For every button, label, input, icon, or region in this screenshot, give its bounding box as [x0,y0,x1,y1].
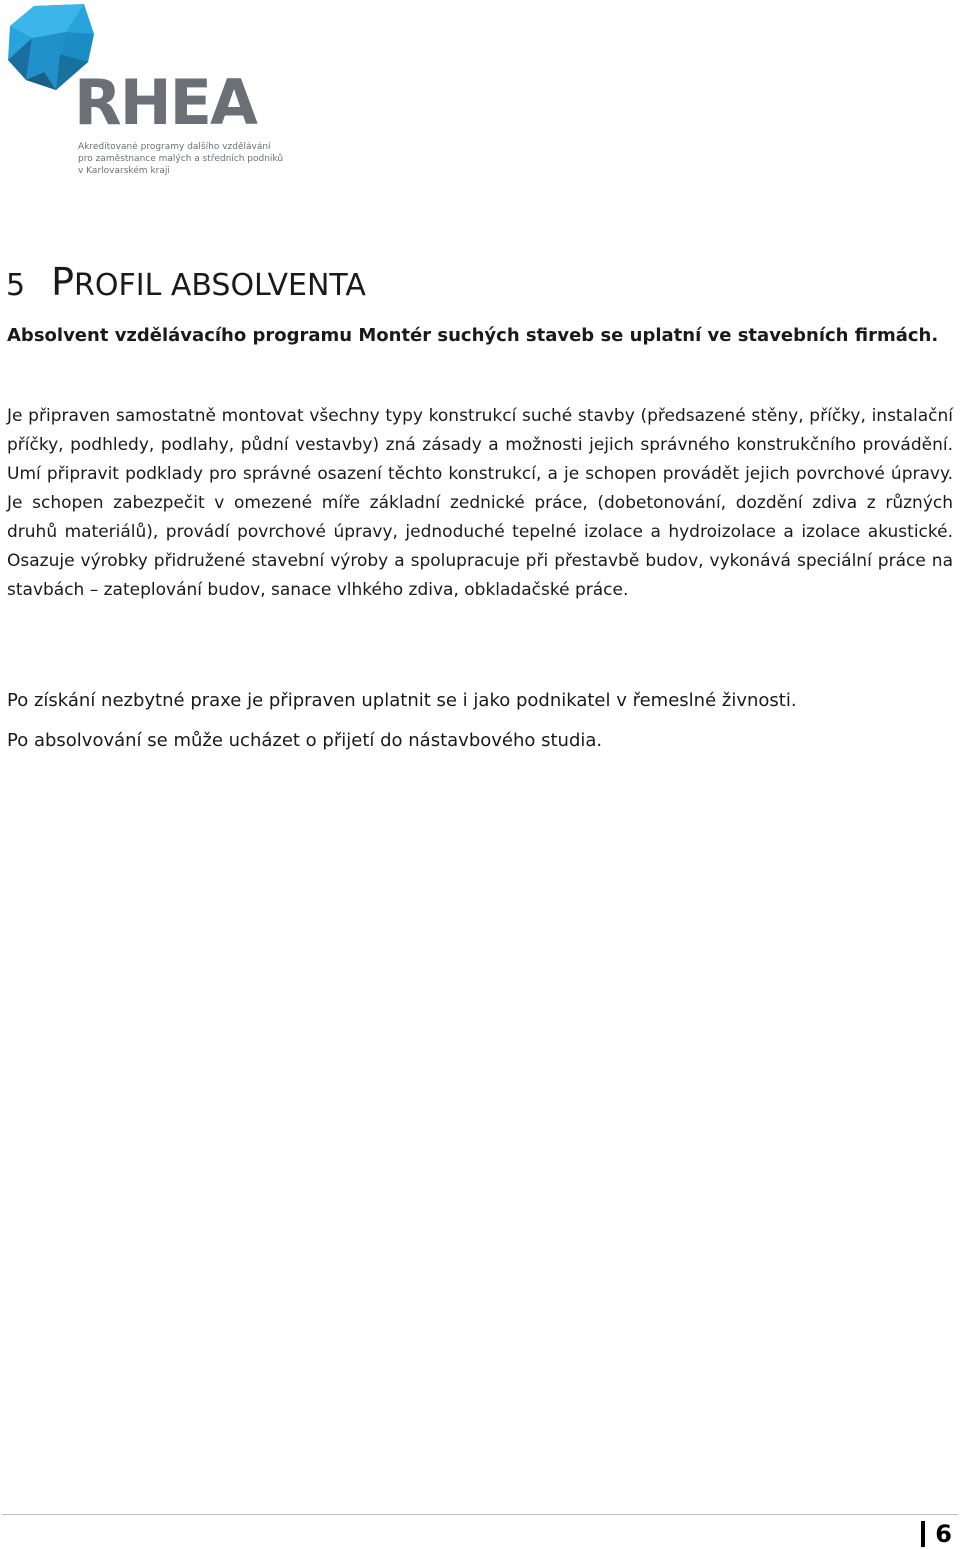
logo-tagline-line: pro zaměstnance malých a středních podniků [78,154,284,164]
closing-paragraph: Po absolvování se může ucházet o přijetí do nástavbového studia. [7,730,603,751]
page-number-bar [921,1521,925,1547]
body-paragraph: Je připraven samostatně montovat všechny typy konstrukcí suché stavby (předsazené stěny, příčky, instalační příčky, podhledy, podlahy, půdní vestavby) zná zásady a možnosti jejich správného konstrukčního provádění. Umí připravit podklady pro správné osazení těchto konstrukcí, a je schopen provádět jejich povrchové úpravy. Je schopen zabezpečit v omezené míře základní zednické práce, (dobetonování, dozdění zdiva z různých druhů materiálů), provádí povrchové úpravy, jednoduché tepelné izolace a hydroizolace a izolace akustické. Osazuje výrobky přidružené stavební výroby a spolupracuje při přestavbě budov, vykonává speciální práce na stavbách – zateplování budov, sanace vlhkého zdiva, obkladačské práce. [7,406,953,600]
lead-paragraph: Absolvent vzdělávacího programu Montér suchých staveb se uplatní ve stavebních firmách. [7,325,939,346]
logo-tagline-line: Akreditované programy dalšího vzdělávání [78,142,271,152]
section-title: ROFIL ABSOLVENTA [74,268,366,304]
footer-divider [2,1514,958,1515]
header-logo [0,0,284,185]
logo-tagline [78,141,283,177]
logo-wordmark: RHEA [74,66,256,139]
page-number [921,1520,952,1548]
section-heading [6,260,366,304]
section-title-initial: P [51,260,75,305]
section-number: 5 [6,268,26,304]
closing-paragraph: Po získání nezbytné praxe je připraven uplatnit se i jako podnikatel v řemeslné živnosti. [7,690,797,711]
page-number-value: 6 [935,1520,952,1548]
logo-tagline-line: v Karlovarském kraji [78,166,170,176]
